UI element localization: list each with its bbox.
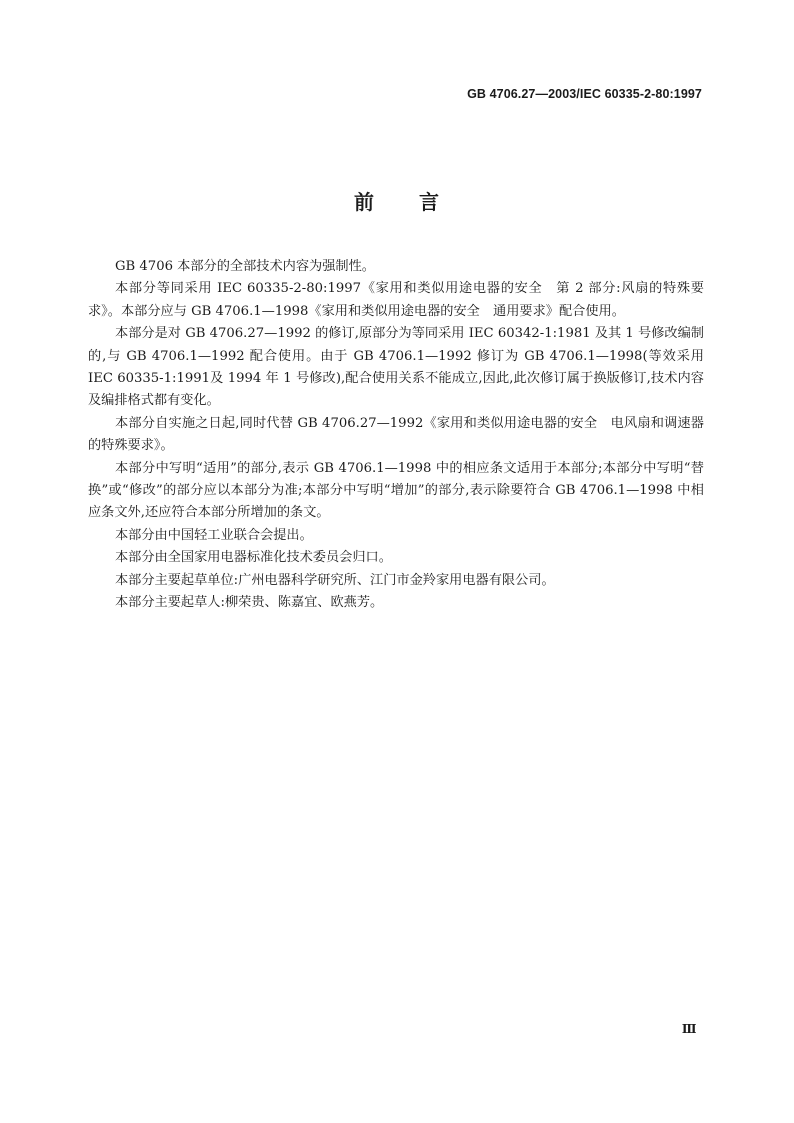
paragraph-proposed-by: 本部分由中国轻工业联合会提出。 [115,527,313,543]
page-number: Ⅲ [681,1022,696,1036]
page-title-char-2: 言 [419,190,440,214]
paragraph-drafting-units: 本部分主要起草单位:广州电器科学研究所、江门市金羚家用电器有限公司。 [115,572,555,588]
paragraph-wording: 本部分中写明“适用”的部分,表示 GB 4706.1—1998 中的相应条文适用于本部分;本部分中写明“替换”或“修改”的部分应以本部分为准;本部分中写明“增加”的部分,表示除要符合 GB 4706.1—1998 中相应条文外,还应符合本部分所增加的条文。 [88,460,704,521]
standard-code-header: GB 4706.27—2003/IEC 60335-2-80:1997 [467,87,702,101]
paragraph-mandatory: GB 4706 本部分的全部技术内容为强制性。 [115,259,375,274]
paragraph-replacement: 本部分自实施之日起,同时代替 GB 4706.27—1992《家用和类似用途电器的安全 电风扇和调速器的特殊要求》。 [88,415,704,454]
page-title [0,186,794,215]
page-title-char-1: 前 [354,190,375,214]
paragraph-administered-by: 本部分由全国家用电器标准化技术委员会归口。 [115,550,392,566]
foreword-body [88,256,704,615]
paragraph-drafters: 本部分主要起草人:柳荣贵、陈嘉宜、欧燕芳。 [115,595,384,611]
paragraph-adoption: 本部分等同采用 IEC 60335-2-80:1997《家用和类似用途电器的安全 第 2 部分:风扇的特殊要求》。本部分应与 GB 4706.1—1998《家用和类似用途电器的安全 通用要求》配合使用。 [88,281,704,319]
paragraph-revision: 本部分是对 GB 4706.27—1992 的修订,原部分为等同采用 IEC 60342-1:1981 及其 1 号修改编制的,与 GB 4706.1—1992 配合使用。由于 GB 4706.1—1992 修订为 GB 4706.1—1998(等效采用 IEC 60335-1:1991及 1994 年 1 号修改),配合使用关系不能成立,因此,此次修订属于换版修订,技术内容及编排格式都有变化。 [88,326,704,409]
